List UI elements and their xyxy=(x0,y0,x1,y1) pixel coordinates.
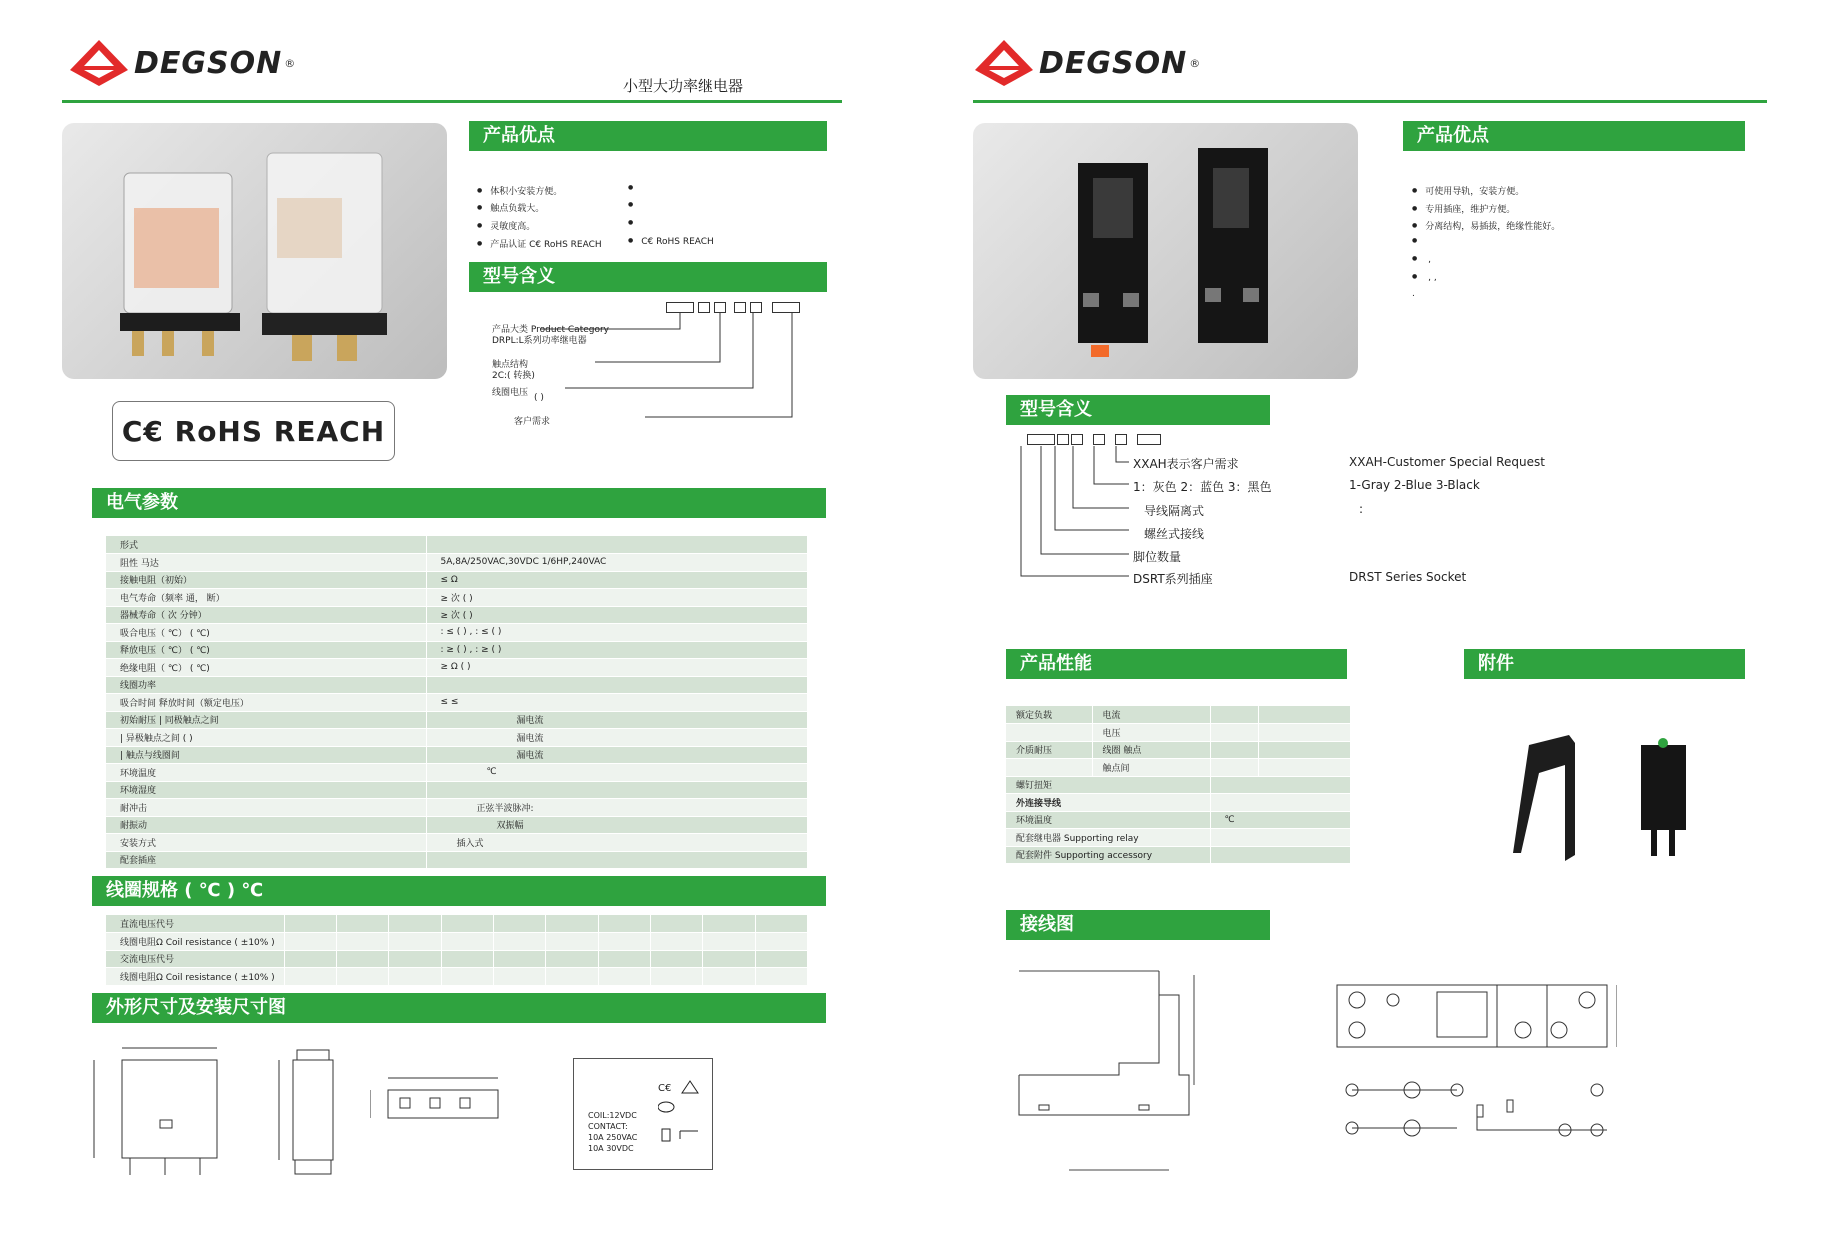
table-row xyxy=(106,746,808,764)
table-row xyxy=(106,834,808,852)
code-box xyxy=(1093,434,1105,445)
model-header: 型号含义 xyxy=(1006,395,1270,425)
table-row xyxy=(106,764,808,782)
registered-mark: ® xyxy=(1189,56,1201,70)
dimension-drawing-front xyxy=(90,1040,240,1180)
param-value: 漏电流 xyxy=(426,729,808,747)
param-label: 形式 xyxy=(106,536,426,554)
model-line-en: 1-Gray 2-Blue 3-Black xyxy=(1349,478,1480,492)
accessory-clip-icon xyxy=(1509,735,1599,865)
param-label: 器械寿命（ 次 分钟） xyxy=(106,606,426,624)
label-line: 10A 250VAC xyxy=(588,1133,638,1142)
coil-header: 线圈规格 ( ℃ ) ℃ xyxy=(92,876,826,906)
coil-label: 线圈电阻Ω Coil resistance ( ±10% ) xyxy=(106,968,284,986)
perf-sub: 电压 xyxy=(1092,724,1210,742)
param-value: ≤ ≤ xyxy=(426,694,808,712)
param-label: 初始耐压 | 同极触点之间 xyxy=(106,711,426,729)
table-row xyxy=(106,933,808,951)
param-value: : ≤ ( ) , : ≤ ( ) xyxy=(426,624,808,642)
advantage-item: ● 可使用导轨，安装方便。 xyxy=(1412,184,1524,197)
model-label: 客户需求 xyxy=(514,417,551,427)
label-line: CONTACT: xyxy=(588,1122,628,1131)
param-label: 耐冲击 xyxy=(106,799,426,817)
model-line-cn: 螺丝式接线 xyxy=(1144,527,1205,541)
table-row xyxy=(1006,829,1351,847)
model-label: DRPL:L系列功率继电器 xyxy=(492,336,587,346)
header-rule xyxy=(62,100,842,103)
param-label: | 异极触点之间 ( ) xyxy=(106,729,426,747)
table-row xyxy=(106,729,808,747)
perf-label: 介质耐压 xyxy=(1006,741,1092,759)
advantages-header: 产品优点 xyxy=(469,121,827,151)
product-title: 小型大功率继电器 xyxy=(623,77,744,95)
relay-photo xyxy=(62,123,447,379)
table-row xyxy=(106,968,808,986)
cert-badge: C€ RoHS REACH xyxy=(112,401,395,461)
advantage-item: ● , xyxy=(1412,255,1431,265)
brand-name: DEGSON xyxy=(1039,45,1188,81)
perf-sub xyxy=(1210,846,1351,864)
brand-logo xyxy=(70,40,295,86)
param-label: 配套插座 xyxy=(106,851,426,869)
performance-table xyxy=(1006,706,1351,864)
model-code-boxes xyxy=(1027,434,1161,445)
coil-table xyxy=(106,915,808,986)
model-line-en: DRST Series Socket xyxy=(1349,570,1467,584)
model-line-cn: DSRT系列插座 xyxy=(1133,572,1213,586)
model-label: 触点结构 xyxy=(492,360,529,370)
wiring-top-drawing xyxy=(1327,980,1617,1150)
perf-sub: 线圈 触点 xyxy=(1092,741,1210,759)
perf-sub xyxy=(1210,829,1351,847)
perf-label: 配套继电器 Supporting relay xyxy=(1006,829,1210,847)
label-line: 10A 30VDC xyxy=(588,1144,634,1153)
param-value xyxy=(426,536,808,554)
accessory-module-icon xyxy=(1631,735,1701,865)
param-label: 释放电压（ ℃） ( ℃) xyxy=(106,641,426,659)
param-label: 环境温度 xyxy=(106,764,426,782)
perf-label: 环境温度 xyxy=(1006,811,1210,829)
param-label: 吸合时间 释放时间（额定电压） xyxy=(106,694,426,712)
cert-marks-icon xyxy=(658,1079,708,1169)
table-row xyxy=(1006,846,1351,864)
model-leader-lines xyxy=(1019,446,1129,586)
table-row xyxy=(106,694,808,712)
advantage-item-right: ● C€ RoHS REACH xyxy=(628,237,714,247)
param-label: 接触电阻（初始） xyxy=(106,571,426,589)
table-row xyxy=(106,915,808,933)
model-line-cn: XXAH表示客户需求 xyxy=(1133,457,1239,471)
perf-sub: ℃ xyxy=(1210,811,1351,829)
table-row xyxy=(1006,741,1351,759)
degson-logo-icon xyxy=(975,40,1033,86)
perf-label: 配套附件 Supporting accessory xyxy=(1006,846,1210,864)
param-label: 阻性 马达 xyxy=(106,554,426,572)
table-row xyxy=(106,816,808,834)
label-line: COIL:12VDC xyxy=(588,1111,637,1120)
perf-sub xyxy=(1210,776,1351,794)
table-row xyxy=(106,571,808,589)
right-page xyxy=(919,0,1838,1238)
advantage-continuation: . xyxy=(1412,289,1415,299)
model-line-cn: 导线隔离式 xyxy=(1144,504,1205,518)
table-row xyxy=(106,950,808,968)
table-row xyxy=(106,641,808,659)
brand-name: DEGSON xyxy=(134,45,283,81)
param-value: ≥ Ω ( ) xyxy=(426,659,808,677)
model-label: 2C:( 转换) xyxy=(492,371,535,381)
advantages-header: 产品优点 xyxy=(1403,121,1745,151)
param-label: 安装方式 xyxy=(106,834,426,852)
table-row xyxy=(106,554,808,572)
advantage-item: ● , , xyxy=(1412,273,1437,283)
perf-sub xyxy=(1210,794,1351,812)
registered-mark: ® xyxy=(284,56,296,70)
table-row xyxy=(106,799,808,817)
param-label: 耐振动 xyxy=(106,816,426,834)
perf-label: 外连接导线 xyxy=(1006,794,1210,812)
coil-label: 交流电压代号 xyxy=(106,950,284,968)
param-value: ≥ 次 ( ) xyxy=(426,606,808,624)
advantage-item-right xyxy=(628,219,641,229)
param-label: 线圈功率 xyxy=(106,676,426,694)
advantage-item-right xyxy=(628,201,641,211)
wiring-side-drawing xyxy=(1009,965,1199,1175)
model-line-cn: 1：灰色 2：蓝色 3：黑色 xyxy=(1133,480,1272,494)
param-label: 电气寿命（频率 通， 断） xyxy=(106,589,426,607)
table-row xyxy=(1006,811,1351,829)
param-value: : ≥ ( ) , : ≥ ( ) xyxy=(426,641,808,659)
param-value xyxy=(426,851,808,869)
table-row xyxy=(106,676,808,694)
table-row xyxy=(1006,794,1351,812)
coil-label: 直流电压代号 xyxy=(106,915,284,933)
perf-label: 螺钉扭矩 xyxy=(1006,776,1210,794)
table-row xyxy=(1006,724,1351,742)
param-value: ≤ Ω xyxy=(426,571,808,589)
code-box xyxy=(1057,434,1069,445)
relay-label-drawing xyxy=(573,1058,713,1170)
relay-illustration-icon xyxy=(62,123,447,379)
advantage-item: ● 分离结构，易插拔，绝缘性能好。 xyxy=(1412,219,1560,232)
model-label: 线圈电压 xyxy=(492,388,529,398)
table-row xyxy=(106,781,808,799)
table-row xyxy=(106,624,808,642)
param-value xyxy=(426,781,808,799)
model-line-en: XXAH-Customer Special Request xyxy=(1349,455,1545,469)
socket-photo xyxy=(973,123,1358,379)
param-value: 正弦半波脉冲: xyxy=(426,799,808,817)
param-value: ≥ 次 ( ) xyxy=(426,589,808,607)
model-line-cn: 脚位数量 xyxy=(1133,550,1182,564)
dimension-drawing-side xyxy=(275,1040,345,1180)
param-label: 吸合电压（ ℃） ( ℃) xyxy=(106,624,426,642)
socket-illustration-icon xyxy=(973,123,1358,379)
table-row xyxy=(106,851,808,869)
param-value: 漏电流 xyxy=(426,746,808,764)
code-box xyxy=(1071,434,1083,445)
table-row xyxy=(106,589,808,607)
param-value: 双振幅 xyxy=(426,816,808,834)
advantage-item: ● 体积小安装方便。 xyxy=(477,184,562,197)
performance-header: 产品性能 xyxy=(1006,649,1347,679)
dimension-drawing-bottom xyxy=(370,1070,510,1140)
table-row xyxy=(106,606,808,624)
model-label: 产品大类 Product Category xyxy=(492,325,610,335)
table-row xyxy=(1006,706,1351,724)
advantage-item: ● 专用插座，维护方便。 xyxy=(1412,202,1515,215)
accessory-header: 附件 xyxy=(1464,649,1745,679)
perf-sub: 电流 xyxy=(1092,706,1210,724)
param-value xyxy=(426,676,808,694)
model-line-en: : xyxy=(1359,502,1364,516)
brand-logo xyxy=(975,40,1200,86)
param-value: 插入式 xyxy=(426,834,808,852)
advantage-item xyxy=(1412,237,1425,247)
param-label: 环境湿度 xyxy=(106,781,426,799)
svg-text:C€: C€ xyxy=(658,1083,672,1094)
electrical-table xyxy=(106,536,808,869)
table-row xyxy=(1006,776,1351,794)
param-value: 漏电流 xyxy=(426,711,808,729)
table-row xyxy=(106,659,808,677)
advantage-item: ● 触点负载大。 xyxy=(477,201,544,214)
perf-sub: 触点间 xyxy=(1092,759,1210,777)
advantage-item: ● 产品认证 C€ RoHS REACH xyxy=(477,237,602,250)
wiring-header: 接线图 xyxy=(1006,910,1270,940)
perf-label xyxy=(1006,759,1092,777)
coil-label: 线圈电阻Ω Coil resistance ( ±10% ) xyxy=(106,933,284,951)
perf-label xyxy=(1006,724,1092,742)
dimension-header: 外形尺寸及安装尺寸图 xyxy=(92,993,826,1023)
model-header: 型号含义 xyxy=(469,262,827,292)
model-label: ( ) xyxy=(534,393,544,403)
advantage-item: ● 灵敏度高。 xyxy=(477,219,535,232)
table-row xyxy=(106,536,808,554)
param-label: 绝缘电阻（ ℃） ( ℃) xyxy=(106,659,426,677)
electrical-header: 电气参数 xyxy=(92,488,826,518)
advantage-item-right xyxy=(628,184,641,194)
param-value: ℃ xyxy=(426,764,808,782)
code-box xyxy=(1137,434,1161,445)
perf-label: 额定负载 xyxy=(1006,706,1092,724)
code-box xyxy=(1027,434,1055,445)
table-row xyxy=(1006,759,1351,777)
degson-logo-icon xyxy=(70,40,128,86)
header-rule xyxy=(973,100,1767,103)
table-row xyxy=(106,711,808,729)
code-box xyxy=(1115,434,1127,445)
param-value: 5A,8A/250VAC,30VDC 1/6HP,240VAC xyxy=(426,554,808,572)
param-label: | 触点与线圈间 xyxy=(106,746,426,764)
